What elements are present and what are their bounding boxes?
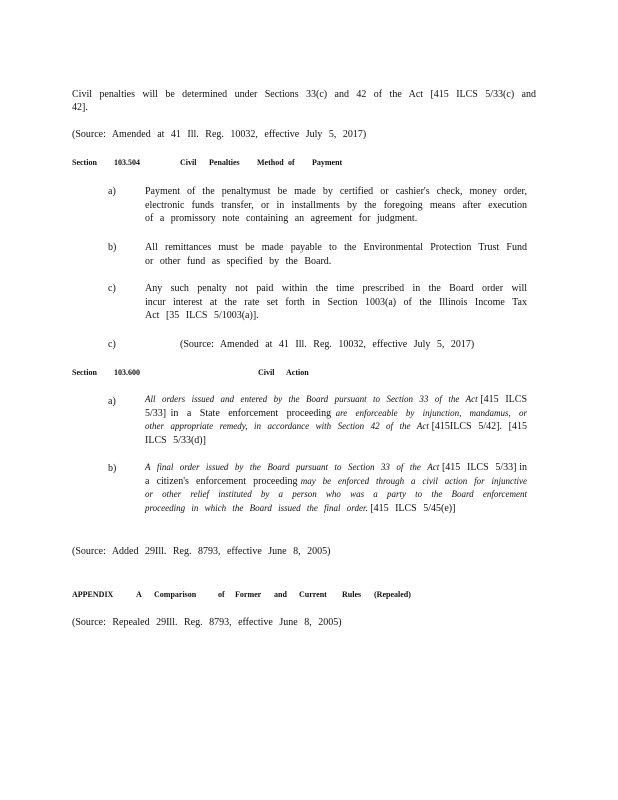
- section-title-word: Civil: [258, 368, 275, 377]
- italic-text: are enforceable by injunction, mandamus, or other appropriate remedy, in accordance with Section 42 of the Act: [145, 407, 528, 431]
- appendix-title-word: Current: [299, 590, 327, 599]
- italic-text: may be enforced through a civil action for injunctive or other relief instituted by a person who was a party to the Board enforcement proceeding in which the Board issued the final order.: [145, 475, 527, 513]
- section-label: Section: [72, 158, 97, 167]
- item-letter: c): [108, 283, 116, 294]
- item-letter: b): [108, 463, 117, 474]
- appendix-source-note: (Source: Repealed 29Ill. Reg. 8793, effective June 8, 2005): [72, 617, 342, 628]
- section-504-heading: [72, 158, 492, 170]
- appendix-title-word: of: [218, 590, 225, 599]
- item-letter: a): [108, 396, 116, 407]
- citation: [415 ILCS 5/33]: [145, 394, 528, 419]
- item-text: [145, 461, 527, 515]
- appendix-label: APPENDIX: [72, 590, 114, 599]
- section-code: 103.600: [114, 368, 140, 377]
- italic-text: A final order issued by the Board pursuant to Section 33 of the Act: [145, 462, 440, 472]
- item-letter: b): [108, 242, 117, 253]
- item-source-note: (Source: Amended at 41 Ill. Reg. 10032, effective July 5, 2017): [180, 339, 475, 350]
- citation: [415ILCS 5/42]. [415 ILCS 5/33(d)]: [145, 421, 527, 446]
- section-600-source-note: (Source: Added 29Ill. Reg. 8793, effective June 8, 2005): [72, 546, 331, 557]
- appendix-title-word: and: [274, 590, 287, 599]
- intro-source-note: (Source: Amended at 41 Ill. Reg. 10032, effective July 5, 2017): [72, 129, 367, 140]
- citation: [415 ILCS 5/33]: [441, 462, 517, 473]
- section-title-word: Civil: [180, 158, 197, 167]
- italic-text: All orders issued and entered by the Board pursuant to Section 33 of the Act: [145, 394, 478, 404]
- roman-text: in a State enforcement proceeding: [170, 407, 332, 419]
- item-text: Any such penalty not paid within the time prescribed in the Board order will incur interest at the rate set forth in Section 1003(a) of the Illinois Income Tax Act [35 ILCS 5/1003(a)].: [145, 283, 527, 321]
- appendix-title-word: Rules: [342, 590, 362, 599]
- section-title-word: Action: [286, 368, 309, 377]
- section-code: 103.504: [114, 158, 140, 167]
- citation: [415 ILCS 5/45(e)]: [370, 502, 456, 514]
- section-title-word: of: [288, 158, 295, 167]
- section-title-word: Payment: [312, 158, 343, 167]
- item-letter: a): [108, 186, 116, 197]
- appendix-letter: A: [136, 590, 142, 599]
- item-letter: c): [108, 339, 116, 350]
- appendix-title-word: Former: [235, 590, 262, 599]
- section-600-heading: [72, 368, 492, 380]
- appendix-title-word: Comparison: [154, 590, 197, 599]
- section-title-word: Penalties: [209, 158, 240, 167]
- item-text: Payment of the penaltymust be made by certified or cashier's check, money order, electronic funds transfer, or in installments by the foregoing means after execution of a promissory note containing an agreement for judgment.: [145, 186, 527, 224]
- section-title-word: Method: [257, 158, 284, 167]
- section-label: Section: [72, 368, 97, 377]
- intro-paragraph: Civil penalties will be determined under Sections 33(c) and 42 of the Act [415 ILCS 5/33(c) and 42].: [72, 89, 536, 113]
- item-text: [145, 393, 527, 447]
- roman-text: in a citizen's enforcement proceeding: [145, 462, 528, 487]
- appendix-heading: [72, 590, 492, 602]
- item-text: All remittances must be made payable to the Environmental Protection Trust Fund or other fund as specified by the Board.: [145, 242, 527, 267]
- appendix-title-word: (Repealed): [374, 590, 411, 599]
